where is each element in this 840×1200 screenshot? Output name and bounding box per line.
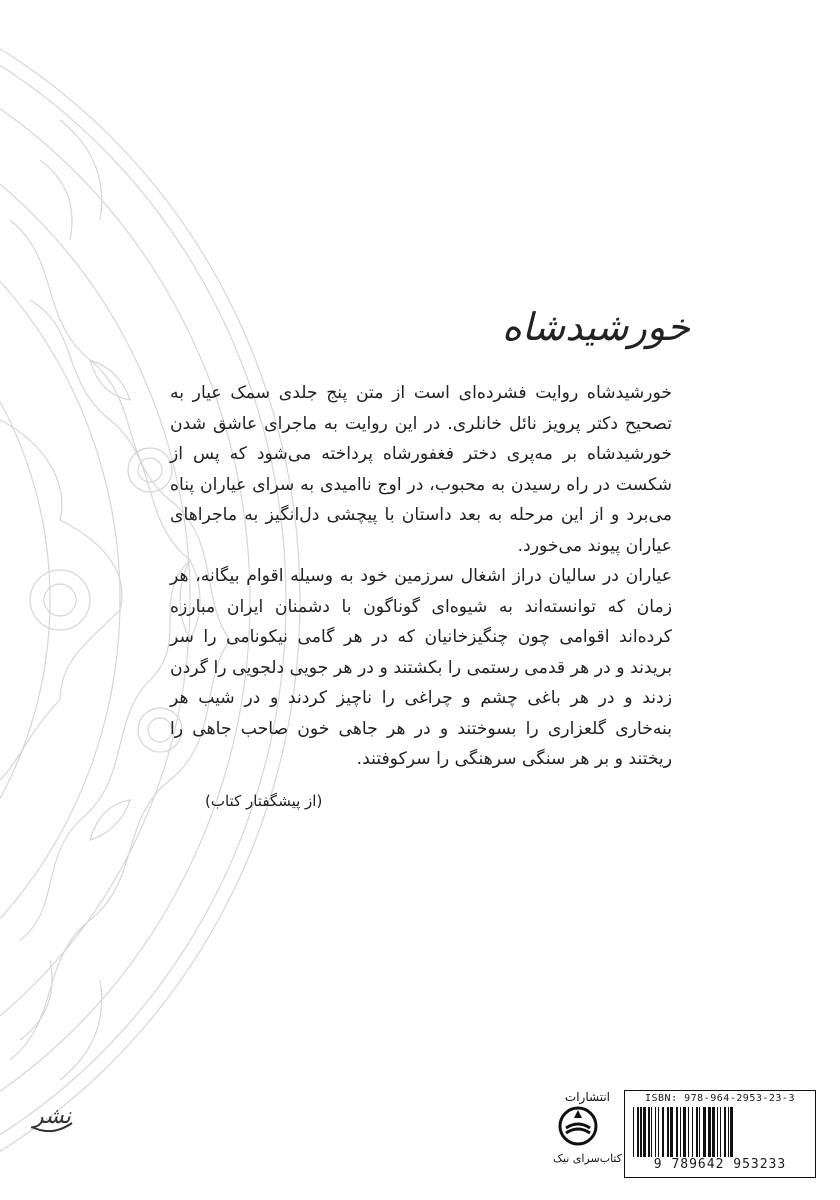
barcode-bar	[688, 1107, 689, 1157]
blurb-paragraph: عیاران در سالیان دراز اشغال سرزمین خود به وسیله اقوام بیگانه، هر زمان که توانسته‌اند به شیوه‌ای گوناگون با دشمنان ایران مبارزه کرده‌اند اقوامی چون چنگیزخانیان که در هر گامی نیکونامی را سر بریدند و در هر قدمی رستمی را بکشتند و در هر جویی دلجویی را گردن زدند و در هر باغی چشم و چراغی را ناچیز کردند و در شیب هر بنه‌خاری گلعزاری را بسوختند و در هر جاهی خون صاحب جاهی را ریختند و بر هر سنگی سرهنگی را سرکوفتند.	[170, 566, 672, 769]
barcode-bar	[637, 1107, 639, 1157]
barcode-bar	[667, 1107, 669, 1157]
blurb-paragraph: خورشیدشاه روایت فشرده‌ای است از متن پنج جلدی سمک عیار به تصحیح دکتر پرویز نائل خانلری. در این روایت به ماجرای عاشق شدن خورشیدشاه بر مه‌پری دختر فغفورشاه پرداخته می‌شود که پس از شکست در راه رسیدن به محبوب، در اوج ناامیدی به سرای عیاران پناه می‌برد و از این مرحله به بعد داستان با پیچشی دل‌انگیز به ماجراهای عیاران پیوند می‌خورد.	[170, 383, 672, 556]
book-logo-icon	[558, 1106, 598, 1146]
barcode-bar	[712, 1107, 715, 1157]
publisher-name: کتاب‌سرای نیک	[553, 1152, 622, 1165]
barcode-bar	[728, 1107, 729, 1157]
barcode-bar	[633, 1107, 634, 1157]
barcode-bar	[683, 1107, 686, 1157]
barcode-icon	[631, 1107, 809, 1157]
publisher-label: انتشارات	[564, 1090, 610, 1104]
barcode-bar	[699, 1107, 700, 1157]
barcode-bar	[651, 1107, 652, 1157]
barcode-bar	[676, 1107, 678, 1157]
barcode-bar	[648, 1107, 650, 1157]
barcode-bar	[680, 1107, 681, 1157]
barcode-bar	[703, 1107, 706, 1157]
barcode-bar	[696, 1107, 698, 1157]
publisher-mark-logo	[22, 1085, 82, 1145]
barcode-bar	[640, 1107, 642, 1157]
barcode-bar	[720, 1107, 721, 1157]
barcode-bar	[692, 1107, 693, 1157]
barcode-bar	[730, 1107, 733, 1157]
barcode-bar	[658, 1107, 659, 1157]
blurb-text	[170, 378, 672, 775]
barcode-bar	[662, 1107, 664, 1157]
publisher-block	[532, 1090, 622, 1170]
barcode-block	[624, 1090, 816, 1178]
barcode-bar	[724, 1107, 726, 1157]
attribution: (از پیشگفتار کتاب)	[205, 792, 323, 810]
barcode-bar	[708, 1107, 711, 1157]
barcode-bar	[670, 1107, 673, 1157]
book-title: خورشیدشاه	[501, 305, 690, 349]
barcode-bar	[655, 1107, 656, 1157]
barcode-bar	[643, 1107, 646, 1157]
barcode-digits: 9 789642 953233	[653, 1157, 787, 1172]
logo-text: نشر	[33, 1104, 71, 1129]
isbn-text: ISBN: 978-964-2953-23-3	[645, 1093, 795, 1104]
barcode-bar	[717, 1107, 718, 1157]
